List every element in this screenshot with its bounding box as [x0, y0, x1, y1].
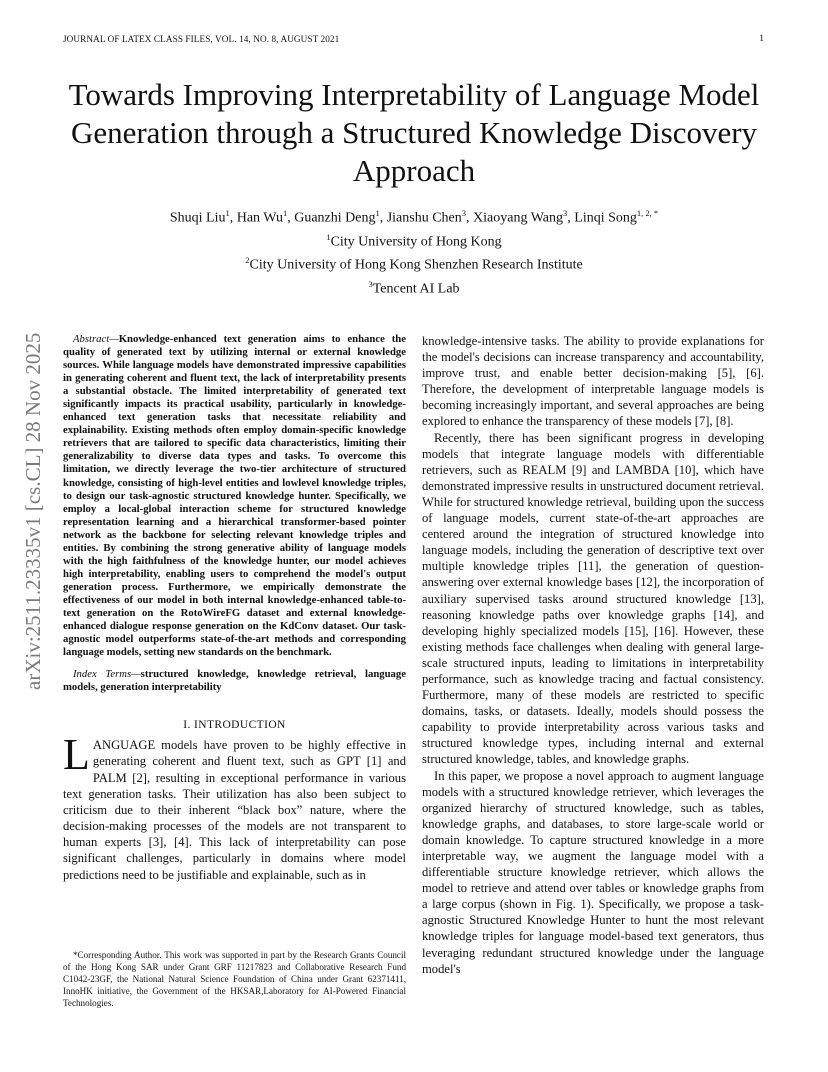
paragraph: Recently, there has been significant progress in developing models that integrate language models with differentiable retrievers, such as REALM [9] and LAMBDA [10], which have demonstrated impressive results in unstructured document retrieval. While for structured knowledge retrieval, building upon the success of language models, current state-of-the-art approaches are centered around the integration of structured knowledge into language models, including the generation of descriptive text over multiple knowledge triples [11], the generation of question-answering over external knowledge bases [12], the incorporation of auxiliary supervised tasks around structured knowledge [13], reasoning knowledge paths over knowledge graphs [14], and developing highly specialized models [15], [16]. However, these existing methods face challenges when dealing with general large-scale structured inputs, leading to limitations in interpretability performance, such as knowledge tracing and factual consistency. Furthermore, many of these models are restricted to specific domains, tasks, or datasets. Ideally, models should possess the capability to provide interpretability across various tasks and structured knowledge types, including internal and external structured knowledge, tables, and knowledge graphs.	[422, 430, 764, 767]
author-name: Xiaoyang Wang	[473, 210, 564, 226]
author-separator: ,	[379, 210, 387, 226]
author-name: Linqi Song	[574, 210, 637, 226]
affiliation-marker: 1	[326, 231, 331, 242]
author-affiliation-marker: 1, 2, *	[636, 208, 659, 218]
journal-header: JOURNAL OF LATEX CLASS FILES, VOL. 14, NO. 8, AUGUST 2021	[63, 34, 340, 44]
author-separator: ,	[567, 210, 575, 226]
affiliation-line	[60, 251, 768, 275]
right-column	[422, 333, 764, 977]
affiliation-line	[60, 275, 768, 299]
footnote: *Corresponding Author. This work was supported in part by the Research Grants Council of the Hong Kong SAR under Grant GRF 11217823 and Collaborative Research Fund C1042-23GF, the National Natural Science Foundation of China under Grant 62371411, InnoHK initiative, the Government of the HKSAR,Laboratory for AI-Powered Financial Technologies.	[63, 950, 406, 1008]
affiliation-text: Tencent AI Lab	[372, 281, 460, 297]
paper-title: Towards Improving Interpretability of Language Model Generation through a Structured Knowledge Discovery Approach	[68, 77, 760, 188]
paragraph-continuation: knowledge-intensive tasks. The ability to provide explanations for the model's decisions can increase transparency and accountability, improve trust, and enable better decision-making [5], [6]. Therefore, the development of interpretable language models is becoming increasingly important, and several approaches are being explored to enhance the transparency of these models [7], [8].	[422, 334, 764, 429]
index-terms-text: structured knowledge, knowledge retrieval, language models, generation interpretability	[63, 668, 406, 694]
author-name: Han Wu	[236, 210, 283, 226]
author-affiliation-marker: 3	[461, 208, 467, 218]
page-number: 1	[759, 34, 764, 44]
affiliation-marker: 3	[368, 278, 373, 289]
affiliation-text: City University of Hong Kong Shenzhen Research Institute	[249, 257, 583, 273]
drop-cap: L	[63, 730, 90, 780]
section-heading: I. INTRODUCTION	[183, 719, 286, 732]
affiliation-marker: 2	[245, 255, 250, 266]
affiliation-line	[60, 228, 768, 252]
author-name: Shuqi Liu	[169, 210, 226, 226]
index-terms-label: Index Terms—	[73, 668, 141, 681]
author-affiliation-marker: 3	[563, 208, 568, 218]
author-affiliation-marker: 1	[375, 208, 380, 218]
author-affiliation-marker: 1	[282, 208, 288, 218]
intro-text: ANGUAGE models have proven to be highly effective in generating coherent and fluent text, such as GPT [1] and PALM [2], resulting in exceptional performance in various text generation tasks. Their utilization has also been subject to criticism due to their inherent “black box” nature, where the decision-making processes of the models are not transparent to human experts [3], [4]. This lack of interpretability can pose significant challenges, particularly in domains where model predictions need to be justifiable and explainable, such as in	[63, 738, 406, 882]
author-name: Jianshu Chen	[386, 210, 462, 226]
arxiv-stamp: arXiv:2511.23335v1 [cs.CL] 28 Nov 2025	[21, 332, 45, 690]
affiliation-text: City University of Hong Kong	[330, 234, 502, 250]
author-separator: ,	[466, 210, 474, 226]
author-block	[60, 204, 768, 299]
author-name: Guanzhi Deng	[294, 210, 376, 226]
index-terms	[63, 668, 406, 694]
abstract-label: Abstract—	[73, 333, 119, 345]
author-list	[60, 204, 768, 228]
intro-paragraph	[63, 730, 406, 882]
left-column	[63, 333, 406, 883]
paragraph: In this paper, we propose a novel approach to augment language models with a structured knowledge retriever, which leverages the organized hierarchy of structured knowledge, such as tables, knowledge graphs, and databases, to store large-scale world or domain knowledge. To capture structured knowledge in a more interpretable way, we augment the language model with a differentiable structure knowledge retriever, which allows the model to retrieve and attend over tables or knowledge graphs from a large corpus (shown in Fig. 1). Specifically, we propose a task-agnostic Structured Knowledge Hunter to hunt the most relevant knowledge triples for language model-based text generators, thus leveraging redundant structured knowledge under the language model's	[422, 768, 764, 976]
author-separator: ,	[287, 210, 295, 226]
abstract	[63, 333, 406, 659]
abstract-text: Knowledge-enhanced text generation aims to enhance the quality of generated text by utilizing internal or external knowledge sources. While language models have demonstrated impressive capabilities in generating coherent and fluent text, the lack of interpretability presents a substantial obstacle. The limited interpretability of generated text significantly impacts its practical usability, particularly in knowledge-enhanced text generation tasks that necessitate reliability and explainability. Existing methods often employ domain-specific knowledge retrievers that are tailored to specific data characteristics, limiting their generalizability to diverse data types and tasks. To overcome this limitation, we directly leverage the two-tier architecture of structured knowledge, consisting of high-level entities and lowlevel knowledge triples, to design our task-agnostic structured knowledge hunter. Specifically, we employ a local-global interaction scheme for structured knowledge representation learning and a hierarchical transformer-based pointer network as the backbone for selecting relevant knowledge triples and entities. By combining the strong generative ability of language models with the high faithfulness of the knowledge hunter, our model achieves high interpretability, enabling users to comprehend the model's output generation process. Furthermore, we empirically demonstrate the effectiveness of our model in both internal knowledge-enhanced table-to-text generation on the RotoWireFG dataset and external knowledge-enhanced dialogue response generation on the KdConv dataset. Our task-agnostic model outperforms state-of-the-art methods and corresponding language models, setting new standards on the benchmark.	[63, 333, 406, 659]
author-affiliation-marker: 1	[225, 208, 230, 218]
author-separator: ,	[229, 210, 237, 226]
